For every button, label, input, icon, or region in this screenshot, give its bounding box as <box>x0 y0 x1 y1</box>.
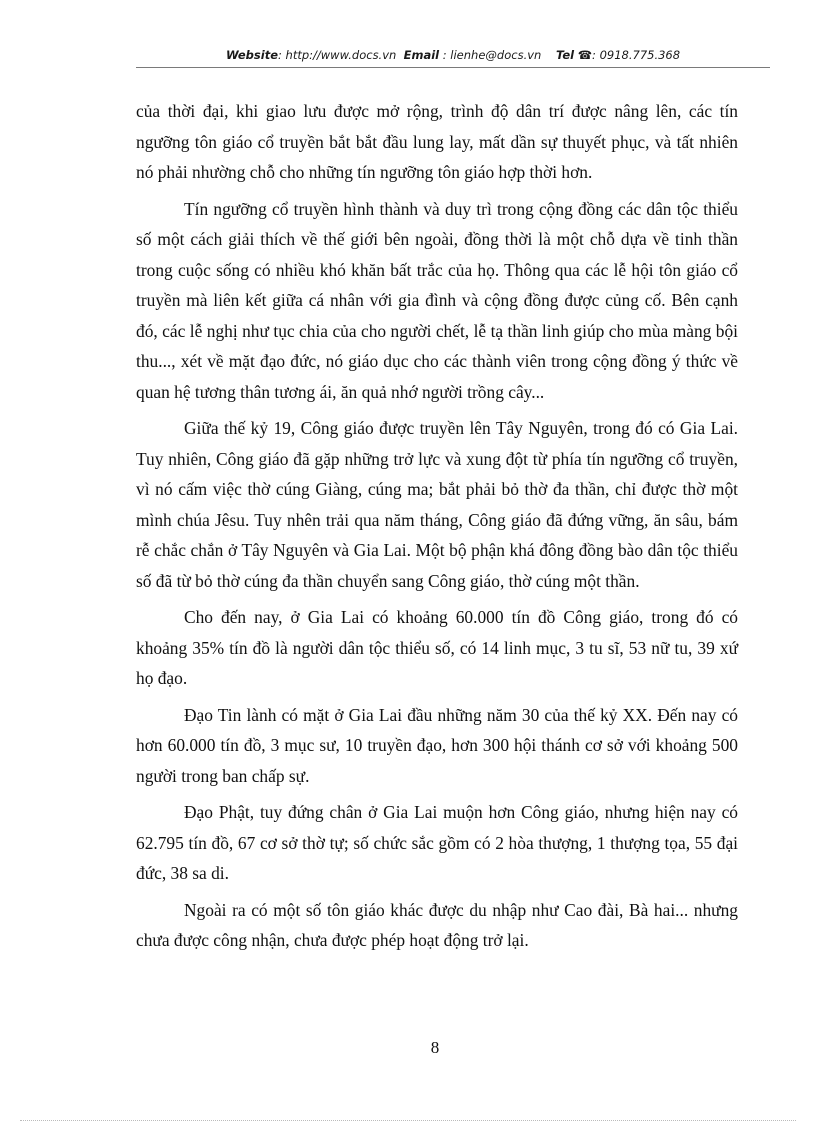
tel-label: Tel <box>555 48 575 62</box>
footer-divider <box>20 1120 796 1121</box>
paragraph-continuation: của thời đại, khi giao lưu được mở rộng, trình độ dân trí được nâng lên, các tín ngưỡng tôn giáo cổ truyền bắt bắt đầu lung lay, mất dần sự thuyết phục, và tất nhiên nó phải nhường chỗ cho những tín ngưỡng tôn giáo hợp thời hơn. <box>136 101 738 182</box>
phone-icon: ☎ <box>577 48 593 62</box>
email-address[interactable]: : lienhe@docs.vn <box>442 48 542 62</box>
paragraph-other-religions: Ngoài ra có một số tôn giáo khác được du nhập như Cao đài, Bà hai... nhưng chưa được công nhận, chưa được phép hoạt động trở lại. <box>136 899 738 950</box>
paragraph-buddhism: Đạo Phật, tuy đứng chân ở Gia Lai muộn hơn Công giáo, nhưng hiện nay có 62.795 tín đồ, 67 cơ sở thờ tự; số chức sắc gồm có 2 hòa thượng, 1 thượng tọa, 55 đại đức, 38 sa di. <box>136 802 738 883</box>
document-body <box>136 96 738 962</box>
phone-number: : 0918.775.368 <box>592 48 681 62</box>
paragraph-protestantism: Đạo Tin lành có mặt ở Gia Lai đầu những năm 30 của thế kỷ XX. Đến nay có hơn 60.000 tín đồ, 3 mục sư, 10 truyền đạo, hơn 300 hội thánh cơ sở với khoảng 500 người trong ban chấp sự. <box>136 704 738 786</box>
paragraph-catholicism-stats: Cho đến nay, ở Gia Lai có khoảng 60.000 tín đồ Công giáo, trong đó có khoảng 35% tín đồ là người dân tộc thiểu số, có 14 linh mục, 3 tu sĩ, 53 nữ tu, 39 xứ họ đạo. <box>136 607 738 688</box>
page-number: 8 <box>430 1038 440 1057</box>
website-url[interactable]: : http://www.docs.vn <box>278 48 397 62</box>
page-header <box>136 48 770 62</box>
paragraph-catholicism-history: Giữa thế kỷ 19, Công giáo được truyền lên Tây Nguyên, trong đó có Gia Lai. Tuy nhiên, Công giáo đã gặp những trở lực và xung đột từ phía tín ngưỡng cổ truyền, vì nó cấm việc thờ cúng Giàng, cúng ma; bắt phải bỏ thờ đa thần, chỉ được thờ một mình chúa Jêsu. Tuy nhên trải qua năm tháng, Công giáo đã đứng vững, ăn sâu, bám rễ chắc chắn ở Tây Nguyên và Gia Lai. Một bộ phận khá đông đồng bào dân tộc thiểu số đã từ bỏ thờ cúng đa thần chuyển sang Công giáo, thờ cúng một thần. <box>136 418 738 591</box>
email-label: Email <box>403 48 440 62</box>
paragraph-traditional-beliefs: Tín ngưỡng cổ truyền hình thành và duy trì trong cộng đồng các dân tộc thiểu số một cách giải thích về thế giới bên ngoài, đồng thời là một chỗ dựa về tinh thần trong cuộc sống có nhiều khó khăn bất trắc của họ. Thông qua các lễ hội tôn giáo cổ truyền mà liên kết giữa cá nhân với gia đình và cộng đồng được củng cố. Bên cạnh đó, các lễ nghị như tục chia của cho người chết, lễ tạ thần linh giúp cho mùa màng bội thu..., xét về mặt đạo đức, nó giáo dục cho các thành viên trong cộng đồng ý thức về quan hệ tương thân tương ái, ăn quả nhớ người trồng cây... <box>136 198 738 402</box>
website-label: Website <box>225 48 279 62</box>
header-divider <box>136 67 770 68</box>
